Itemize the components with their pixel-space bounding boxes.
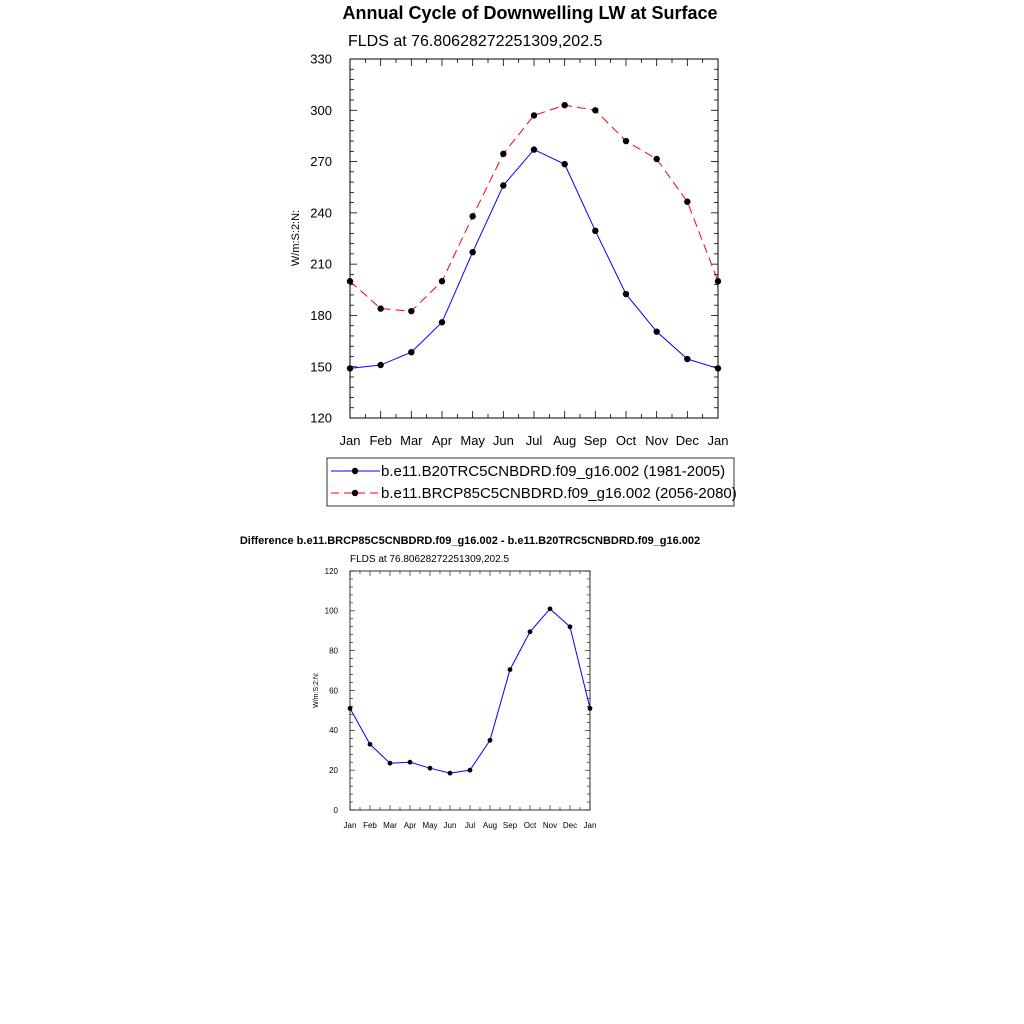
chart2-x-tick-label: Oct [523, 821, 537, 830]
chart2-x-tick-label: Nov [542, 821, 558, 830]
chart2-y-tick-label: 40 [329, 726, 338, 736]
chart1-x-tick-label: Jan [707, 433, 729, 448]
chart2-series-0-point [448, 771, 453, 776]
chart2-x-tick-label: Jan [343, 821, 357, 830]
chart1-y-tick-label: 210 [310, 256, 332, 272]
chart1-series-0-point [347, 365, 353, 371]
legend-label-historical: b.e11.B20TRC5CNBDRD.f09_g16.002 (1981-2005) [381, 463, 726, 480]
chart1-subtitle: FLDS at 76.80628272251309,202.5 [348, 33, 603, 50]
chart1-x-tick-label: Oct [615, 433, 637, 448]
chart1-series-1-point [439, 278, 445, 284]
chart1-series-0-point [653, 328, 659, 334]
annual-cycle-chart [290, 3, 737, 506]
chart1-series-1-point [500, 151, 506, 157]
legend-marker-rcp85 [352, 490, 358, 496]
chart2-series-0-point [548, 606, 553, 611]
chart2-y-axis-label: W/m:S:2:N: [313, 672, 320, 708]
chart2-series-0-point [368, 742, 373, 747]
chart1-series-0-point [561, 161, 567, 167]
chart1-series-0-point [592, 228, 598, 234]
chart1-y-axis-label: W/m:S:2:N: [290, 209, 302, 267]
chart2-series-line-0 [350, 609, 590, 773]
chart1-series-1-point [653, 156, 659, 162]
chart1-x-tick-label: May [460, 433, 485, 448]
chart1-series-0-point [469, 249, 475, 255]
chart2-series-0-point [408, 760, 413, 765]
chart2-x-tick-label: Sep [502, 821, 518, 830]
chart1-series-1-point [715, 278, 721, 284]
chart2-y-tick-label: 80 [329, 646, 338, 656]
chart1-x-tick-label: Jun [492, 433, 514, 448]
chart2-series-0-point [508, 667, 513, 672]
legend-label-rcp85: b.e11.BRCP85C5CNBDRD.f09_g16.002 (2056-2080) [381, 485, 737, 502]
chart2-y-tick-label: 100 [324, 606, 338, 616]
chart2-x-tick-label: Dec [562, 821, 578, 830]
chart1-y-tick-label: 150 [310, 359, 332, 375]
chart2-x-tick-label: Mar [383, 821, 397, 830]
difference-chart [240, 535, 700, 830]
chart1-series-1-point [347, 278, 353, 284]
chart1-series-1-point [561, 102, 567, 108]
chart1-y-tick-label: 270 [310, 154, 332, 170]
chart2-x-tick-label: Jul [464, 821, 476, 830]
chart2-series-0-point [588, 706, 593, 711]
chart1-x-tick-label: Nov [645, 433, 669, 448]
chart1-x-tick-label: Dec [675, 433, 699, 448]
chart1-y-tick-label: 180 [310, 307, 332, 323]
chart1-series-1-point [408, 308, 414, 314]
chart2-x-tick-label: Jan [583, 821, 597, 830]
chart1-series-0-point [623, 291, 629, 297]
chart2-x-tick-label: Apr [403, 821, 417, 830]
chart1-series-1-point [623, 138, 629, 144]
chart1-series-0-point [684, 356, 690, 362]
chart1-series-1-point [684, 199, 690, 205]
chart1-series-1-point [531, 112, 537, 118]
chart1-series-1-point [592, 107, 598, 113]
chart2-y-tick-label: 120 [324, 566, 338, 576]
chart1-x-tick-label: Mar [400, 433, 423, 448]
chart2-series-0-point [488, 738, 493, 743]
chart2-series-0-point [528, 629, 533, 634]
chart1-series-0-point [715, 365, 721, 371]
chart2-series-0-point [348, 706, 353, 711]
chart1-x-tick-label: Jul [525, 433, 543, 448]
chart1-x-tick-label: Apr [431, 433, 453, 448]
chart1-series-1-point [377, 305, 383, 311]
chart2-x-tick-label: Jun [443, 821, 457, 830]
chart2-series-0-point [568, 624, 573, 629]
chart2-x-tick-label: May [422, 821, 438, 830]
chart1-series-0-point [500, 182, 506, 188]
chart1-series-0-point [531, 146, 537, 152]
chart1-series-line-1 [350, 105, 718, 311]
chart2-x-tick-label: Feb [363, 821, 377, 830]
chart2-y-tick-label: 20 [329, 765, 338, 775]
chart1-series-0-point [408, 349, 414, 355]
chart2-series-0-point [468, 768, 473, 773]
chart1-y-tick-label: 240 [310, 205, 332, 221]
chart1-legend [327, 458, 737, 506]
chart2-subtitle: FLDS at 76.80628272251309,202.5 [350, 554, 510, 565]
chart1-y-tick-label: 120 [310, 410, 332, 426]
chart2-series-0-point [388, 761, 393, 766]
legend-marker-historical [352, 468, 358, 474]
chart2-plot-frame [350, 571, 590, 810]
chart2-x-tick-label: Aug [482, 821, 498, 830]
chart1-title: Annual Cycle of Downwelling LW at Surface [342, 3, 718, 23]
chart1-series-0-point [439, 319, 445, 325]
chart2-series-0-point [428, 766, 433, 771]
chart1-series-line-0 [350, 150, 718, 369]
chart1-x-tick-label: Jan [339, 433, 361, 448]
chart1-x-tick-label: Feb [369, 433, 392, 448]
chart1-x-tick-label: Aug [553, 433, 577, 448]
chart1-series-1-point [469, 213, 475, 219]
chart2-y-tick-label: 0 [333, 805, 338, 815]
chart1-y-tick-label: 300 [310, 102, 332, 118]
chart2-title: Difference b.e11.BRCP85C5CNBDRD.f09_g16.002 - b.e11.B20TRC5CNBDRD.f09_g16.002 [239, 535, 701, 547]
chart1-y-tick-label: 330 [310, 51, 332, 67]
chart1-series-0-point [377, 362, 383, 368]
chart1-x-tick-label: Sep [583, 433, 607, 448]
chart2-y-tick-label: 60 [329, 686, 338, 696]
